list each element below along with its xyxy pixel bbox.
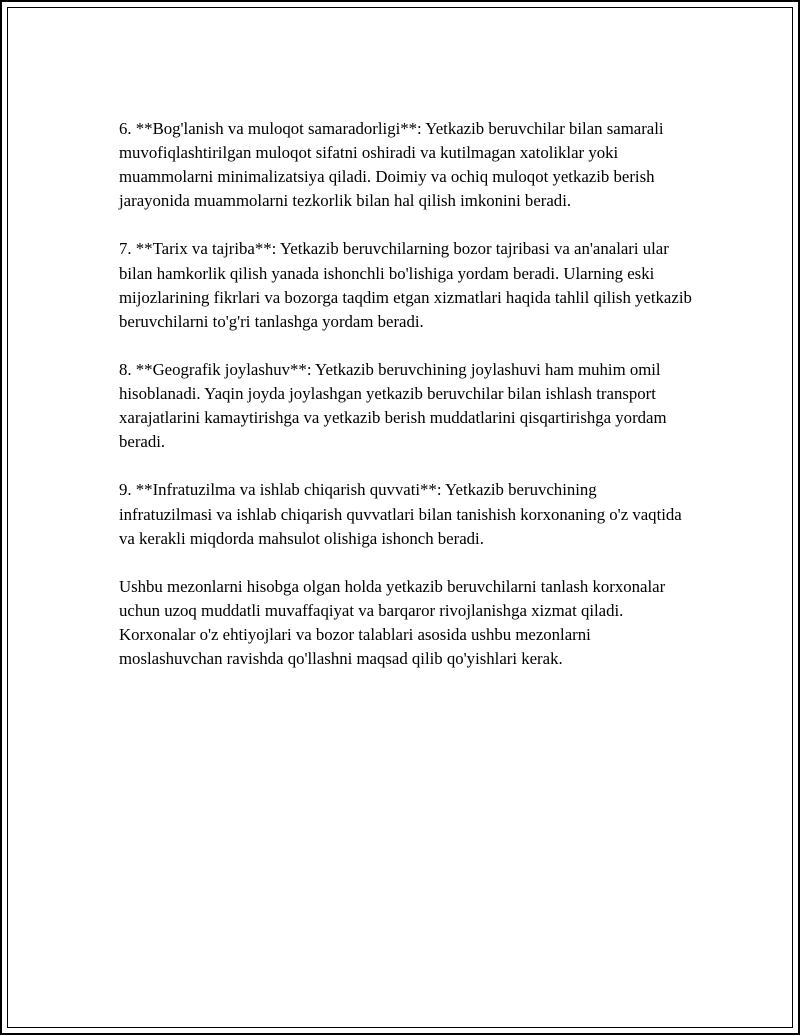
paragraph-geographic-location: 8. **Geografik joylashuv**: Yetkazib beruvchining joylashuvi ham muhim omil hisoblanadi. Yaqin joyda joylashgan yetkazib beruvchilar bilan ishlash transport xarajatlarini kamaytirishga va yetkazib berish muddatlarini qisqartirishga yordam beradi. xyxy=(119,359,667,452)
document-body xyxy=(119,117,694,671)
paragraph-history-experience: 7. **Tarix va tajriba**: Yetkazib beruvchilarning bozor tajribasi va an'analari ular bilan hamkorlik qilish yanada ishonchli bo'lishiga yordam beradi. Ularning eski mijozlarining fikrlari va bozorga taqdim etgan xizmatlari haqida tahlil qilish yetkazib beruvchilarni to'g'ri tanlashga yordam beradi. xyxy=(119,239,692,331)
paragraph-communication-efficiency: 6. **Bog'lanish va muloqot samaradorligi**: Yetkazib beruvchilar bilan samarali muvofiqlashtirilgan muloqot sifatni oshiradi va kutilmagan xatoliklar yoki muammolarni minimalizatsiya qiladi. Doimiy va ochiq muloqot yetkazib berish jarayonida muammolarni tezkorlik bilan hal qilish imkonini beradi. xyxy=(119,119,664,211)
paragraph-conclusion: Ushbu mezonlarni hisobga olgan holda yetkazib beruvchilarni tanlash korxonalar uchun uzoq muddatli muvaffaqiyat va barqaror rivojlanishga xizmat qiladi. Korxonalar o'z ehtiyojlari va bozor talablari asosida ushbu mezonlarni moslashuvchan ravishda qo'llashni maqsad qilib qo'yishlari kerak. xyxy=(119,576,666,669)
paragraph-infrastructure-capacity: 9. **Infratuzilma va ishlab chiqarish quvvati**: Yetkazib beruvchining infratuzilmasi va ishlab chiqarish quvvatlari bilan tanishish korxonaning o'z vaqtida va kerakli miqdorda mahsulot olishiga ishonch beradi. xyxy=(119,480,682,548)
